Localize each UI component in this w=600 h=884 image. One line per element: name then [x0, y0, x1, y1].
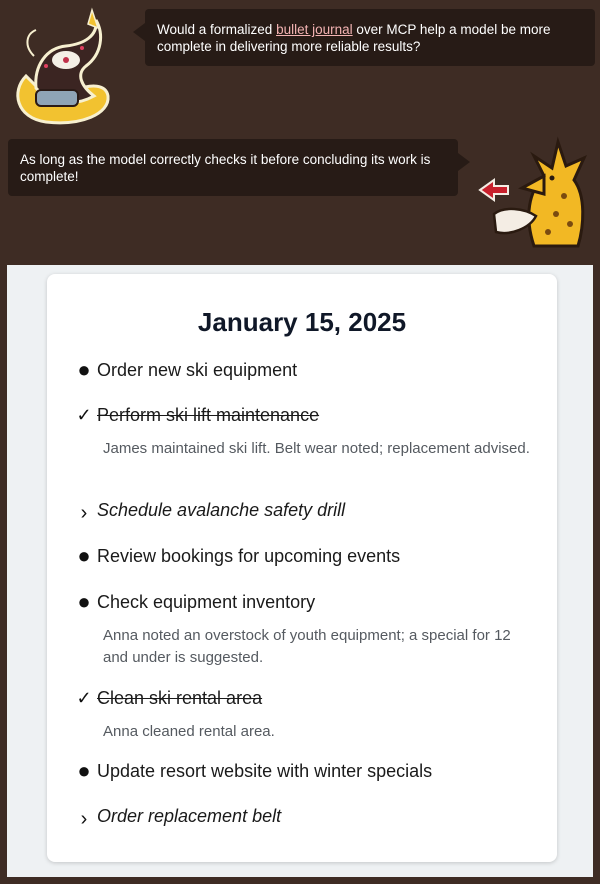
task-text: Order replacement belt [97, 806, 282, 826]
open-bullet-icon: ● [77, 758, 91, 783]
chat-area [0, 0, 600, 262]
task-text: Check equipment inventory [97, 592, 316, 612]
chat-bubble-question [145, 9, 595, 66]
open-bullet-icon: ● [77, 543, 91, 568]
task-text: Schedule avalanche safety drill [97, 500, 346, 520]
message-text: As long as the model correctly checks it before concluding its work is complete! [20, 152, 431, 184]
task-text: Update resort website with winter specials [97, 761, 433, 781]
message-text: Would a formalized [157, 22, 277, 37]
task-text: Order new ski equipment [97, 360, 298, 380]
task-text: Clean ski rental area [97, 688, 263, 708]
checkmark-icon: ✓ [76, 688, 92, 708]
open-bullet-icon: ● [77, 589, 91, 614]
chat-bubble-answer [8, 139, 458, 196]
journal-date: January 15, 2025 [197, 307, 407, 337]
chevron-right-icon: › [80, 502, 88, 524]
red-arrow-icon [480, 180, 508, 200]
journal-card [47, 274, 557, 862]
task-text: Perform ski lift maintenance [97, 405, 320, 425]
bullet-journal-link[interactable]: bullet journal [276, 22, 353, 37]
open-bullet-icon: ● [77, 357, 91, 382]
chevron-right-icon: › [80, 808, 88, 830]
task-note: Anna noted an overstock of youth equipment; a special for 12 and under is suggested. [103, 627, 511, 666]
task-text: Review bookings for upcoming events [97, 546, 401, 566]
dark-creature-avatar-icon [6, 6, 118, 128]
task-note: Anna cleaned rental area. [103, 723, 275, 740]
task-note: James maintained ski lift. Belt wear noted; replacement advised. [103, 440, 530, 457]
message-text: over MCP help a model be more complete in delivering more reliable results? [157, 22, 551, 54]
checkmark-icon: ✓ [76, 405, 92, 425]
yellow-fox-avatar-icon [474, 136, 596, 254]
